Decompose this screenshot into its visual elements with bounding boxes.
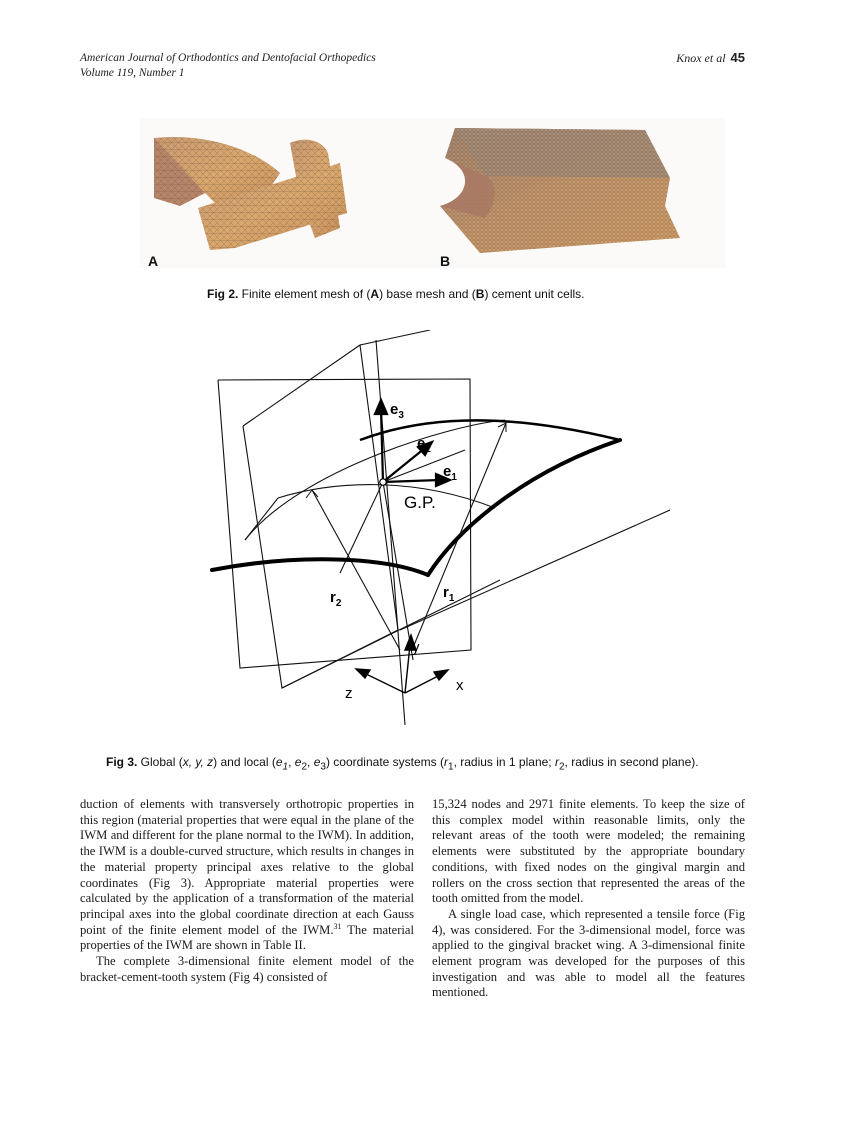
figure-3-caption: Fig 3. Global (x, y, z) and local ($e_1$, $e_2$, $e_3$) coordinate systems ($r_1$, radius in 1 plane; $r_2$, radius in second plane). — [106, 755, 699, 773]
caption-r2-sub: 2 — [558, 761, 565, 773]
journal-title: American Journal of Orthodontics and Dentofacial Orthopedics — [80, 52, 376, 64]
label-y: y — [412, 639, 420, 656]
label-r1: $r_1$ — [443, 584, 455, 604]
panel-a-mesh — [154, 137, 347, 250]
caption-e1-sub: 1 — [282, 761, 289, 773]
paragraph: A single load case, which represented a tensile force (Fig 4), was considered. For the 3-dimensional model, force was applied to the gingival bracket wing. A 3-dimensional finite element program was developed for the purposes of this investigation and was able to model all the features mentioned. — [432, 906, 745, 1000]
label-e3: $e_3$ — [390, 401, 404, 421]
panel-b-mesh — [440, 128, 680, 253]
figure-2-mesh-images — [140, 118, 725, 268]
boundary-curve-upper — [360, 420, 620, 440]
body-column-left — [80, 797, 414, 985]
label-z: z — [345, 685, 353, 702]
paragraph: 15,324 nodes and 2971 finite elements. To keep the size of this complex model within reasonable limits, only the relevant areas of the tooth were modeled; the remaining elements were substituted by the appropriate boundary conditions, with fixed nodes on the gingival margin and rollers on the cross section that represented the areas of the tooth omitted from the model. — [432, 797, 745, 906]
body-column-right — [432, 797, 745, 1001]
figure-2-caption — [207, 287, 585, 301]
caption-text: ) cement unit cells. — [484, 287, 585, 301]
surface-curve-upper — [245, 420, 505, 540]
caption-text: , radius in second plane). — [564, 755, 699, 769]
label-gauss-point: G.P. — [404, 493, 436, 512]
citation-ref: 31 — [333, 921, 342, 931]
figure-2-label: Fig 2. — [207, 287, 239, 301]
figure-3-label: Fig 3. — [106, 755, 138, 769]
caption-text: , radius in 1 plane; — [453, 755, 555, 769]
caption-text: ) base mesh and ( — [379, 287, 476, 301]
gauss-point-marker — [380, 479, 386, 485]
label-e2: $e_2$ — [417, 435, 431, 455]
figure-2 — [140, 118, 725, 268]
caption-r2: r — [554, 755, 559, 769]
caption-text: ) and local ( — [213, 755, 276, 769]
caption-text: Finite element mesh of ( — [238, 287, 371, 301]
running-header-left — [80, 51, 376, 81]
caption-r1: r — [444, 755, 448, 769]
caption-ref-a: A — [370, 287, 380, 301]
figure-3-diagram — [200, 330, 670, 740]
author-short: Knox et al — [676, 51, 726, 65]
tilted-plane — [243, 345, 398, 688]
paragraph: The complete 3-dimensional finite element model of the bracket-cement-tooth system (Fig 4) consisted of — [80, 954, 414, 984]
paragraph — [80, 797, 414, 954]
panel-label-a: A — [148, 253, 159, 269]
page-number: 45 — [730, 50, 745, 65]
radius-r2-line — [312, 490, 400, 650]
caption-r1-sub: 1 — [448, 761, 454, 773]
caption-e3-sub: 3 — [320, 761, 326, 773]
caption-e2: e — [294, 755, 302, 769]
caption-text: Global ( — [137, 755, 183, 769]
boundary-curve-right — [428, 440, 620, 575]
label-r2: $r_2$ — [330, 589, 342, 609]
caption-global-axes: x, y, z — [182, 755, 214, 769]
caption-e2-sub: 2 — [301, 761, 308, 773]
label-e1: $e_1$ — [443, 463, 457, 483]
normal-axis — [376, 340, 405, 725]
panel-label-b: B — [440, 253, 451, 269]
caption-e1: e — [275, 755, 283, 769]
paragraph-text: The material properties of the IWM are shown in Table II. — [80, 922, 415, 953]
paragraph-text: duction of elements with transversely orthotropic properties in this region (material properties that were equal in the plane of the IWM and different for the plane normal to the IWM). In addition, the IWM is a double-curved structure, which results in changes in the material property principal axes relative to the global coordinates (Fig 3). Appropriate material properties were calculated by the application of a transformation of the material principal axes into the global coordinate direction at each Gauss point of the finite element model of the IWM. — [80, 797, 414, 937]
caption-text: ) coordinate systems ( — [325, 755, 444, 769]
journal-volume: Volume 119, Number 1 — [80, 67, 185, 79]
label-x: x — [456, 677, 464, 694]
caption-e3: e — [313, 755, 321, 769]
boundary-curve-lower — [212, 559, 428, 575]
running-header-right — [676, 50, 745, 66]
caption-ref-b: B — [475, 287, 485, 301]
